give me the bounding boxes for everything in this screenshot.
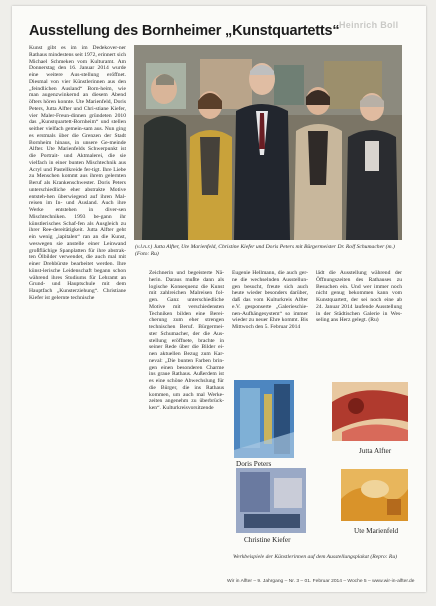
- photo-caption: (v.l.n.r.) Jutta Alfter, Ute Marienfeld, Christine Kiefer und Doris Peters mit Bürgermeister Dr. Rolf Schumacher (m.) (Foto: Ru): [135, 244, 395, 257]
- article-column-2: Zeichnerin und begeisterte Nä-herin. Daraus mußte dann als logische Konsequenz die Kunst mit zahlreichen Malreisen fol-gen. Ganz unterschiedliche Motive mit verschiedensten Techniken bilden eine Berei-cherung zum eher strengen technischen Beruf. Bürgermei-ster Schumacher, der die Aus-stellung eröffnete, brachte in seiner Rede über die Bilder ei-nen aktuellen Bezug zum Kar-neval: „Die bunten Farben brin-gen einen besonderen Charme ins graue Rathaus. Außerdem ist es eine schöne Abwechslung für die Bürger, die ins Rathaus kommen, um auch mal Werke-zeiten angenehm zu überbrück-ken“. Kulturkreisvorsitzende: [149, 270, 224, 411]
- artwork-label-jutta-alfter: Jutta Alfter: [359, 447, 392, 455]
- article-column-3: Eugenie Hellmann, die auch ger-ne die wechselnden Ausstellun-gen besucht, freute sich auch heute wieder besonders darüber, daß das vom Kulturkreis Alfter e.V. gesponserte „Galerieschie-nen-Aufhängesystem“ so immer wieder zu neuer Ehre kommt. Bis Mittwoch den 5. Februar 2014: [232, 270, 308, 330]
- group-photo: [134, 45, 402, 240]
- artwork-label-christine-kiefer: Christine Kiefer: [244, 536, 291, 544]
- page-footer: Wir in Alfter – 9. Jahrgang – Nr. 3 – 01. Februar 2014 – Woche 5 – www.wir-in-alfter.de: [227, 579, 415, 584]
- artwork-christine-kiefer-image: [236, 468, 306, 533]
- headline: Ausstellung des Bornheimer „Kunstquartetts“: [29, 23, 340, 39]
- artwork-christine-kiefer: [236, 468, 306, 533]
- artwork-label-doris-peters: Doris Peters: [236, 460, 272, 468]
- article-column-4: lädt die Ausstellung während der Öffnungszeiten des Rathauses zu Besuchen ein. Und wer immer noch nicht genug bekommen kann vom Kunstquartett, der sei noch eine ab 24. Januar 2014 laufende Ausstellung in der Städtischen Galerie in Wes-seling ans Herz gelegt. (Ru): [316, 270, 402, 324]
- artwork-label-ute-marienfeld: Ute Marienfeld: [354, 527, 399, 535]
- newspaper-page: [12, 6, 426, 592]
- top-kicker: Heinrich Boll: [339, 20, 399, 30]
- artwork-jutta-alfter-image: [332, 382, 408, 441]
- article-column-1: Kunst gibt es im im Dedekover-ner Rathaus mindestens seit 1972, erinnert sich Michael Schmeken vom Kulturamt. Am Donnerstag den 16. Januar 2014 wurde eine weitere Aus-stellung eröffnet. Diesmal von vier Künstlerinnen aus den „feindlichen Ausland“ Born-heim, wie man augenzwinkernd an diesem Abend öfters hören konnte. Ute Marienfeld, Doris Peters, Jutta Alfter und Chri-stiane Kiefer, vier Maler-Freun-dinnen gründeten 2010 das „Kunstquartett-Bornheim“ und stellen seither vielfach gemein-sam aus. Nun ging es erstmals über die Grenzen der Stadt Bornheim hinaus, in unsere Ge-meinde Alfter. Ute Marienfelds Schwerpunkt ist die Portrait- und Aktmalerei, die sie vielfach in einer bunten Mischtechnik aus Acryl und Pastellkreide fer-tigt. Ihre Liebe zu Menschen kommt aus ihrem gelernten Beruf als Krankenschwester. Doris Peters unterschiedliche eher abstrakte Motive entsteh-hen überwiegend auf ihren Mal-reisen im In- und Ausland. Auch ihre Werke entstehen in diver-sen Mischtechniken. 1993 be-gann ihr künstlerisches Schaf-fen als Ausgleich zu ihrer Ree-dereitätigkeit. Jutta Alfter geht ein wenig „iapitalen“ ran an die Kunst, weswegen sie anstelle einer Leinwand großflächige Spanplatten für ihre abstrak-ten Ölbilder verwendet, die auch mal mit einer Drehbürste bearbeitet werden. Ihre künst-lerische Leidenschaft begann schon während ihres Studiums für Lehramt an Grund- und Hauptschule mit dem Hauptfach „Kunsterziehung“. Christiane Kiefer ist gelernte technische: [29, 45, 126, 301]
- artworks-caption: Werkbeispiele der Künstlerinnen auf dem Ausstellungsplakat (Repro: Ru): [233, 554, 398, 560]
- group-photo-illustration: [134, 45, 402, 240]
- artwork-ute-marienfeld-image: [341, 469, 408, 521]
- artwork-ute-marienfeld: [341, 469, 408, 521]
- artwork-doris-peters-image: [234, 380, 294, 458]
- artwork-jutta-alfter: [332, 382, 408, 441]
- artwork-doris-peters: [234, 380, 294, 458]
